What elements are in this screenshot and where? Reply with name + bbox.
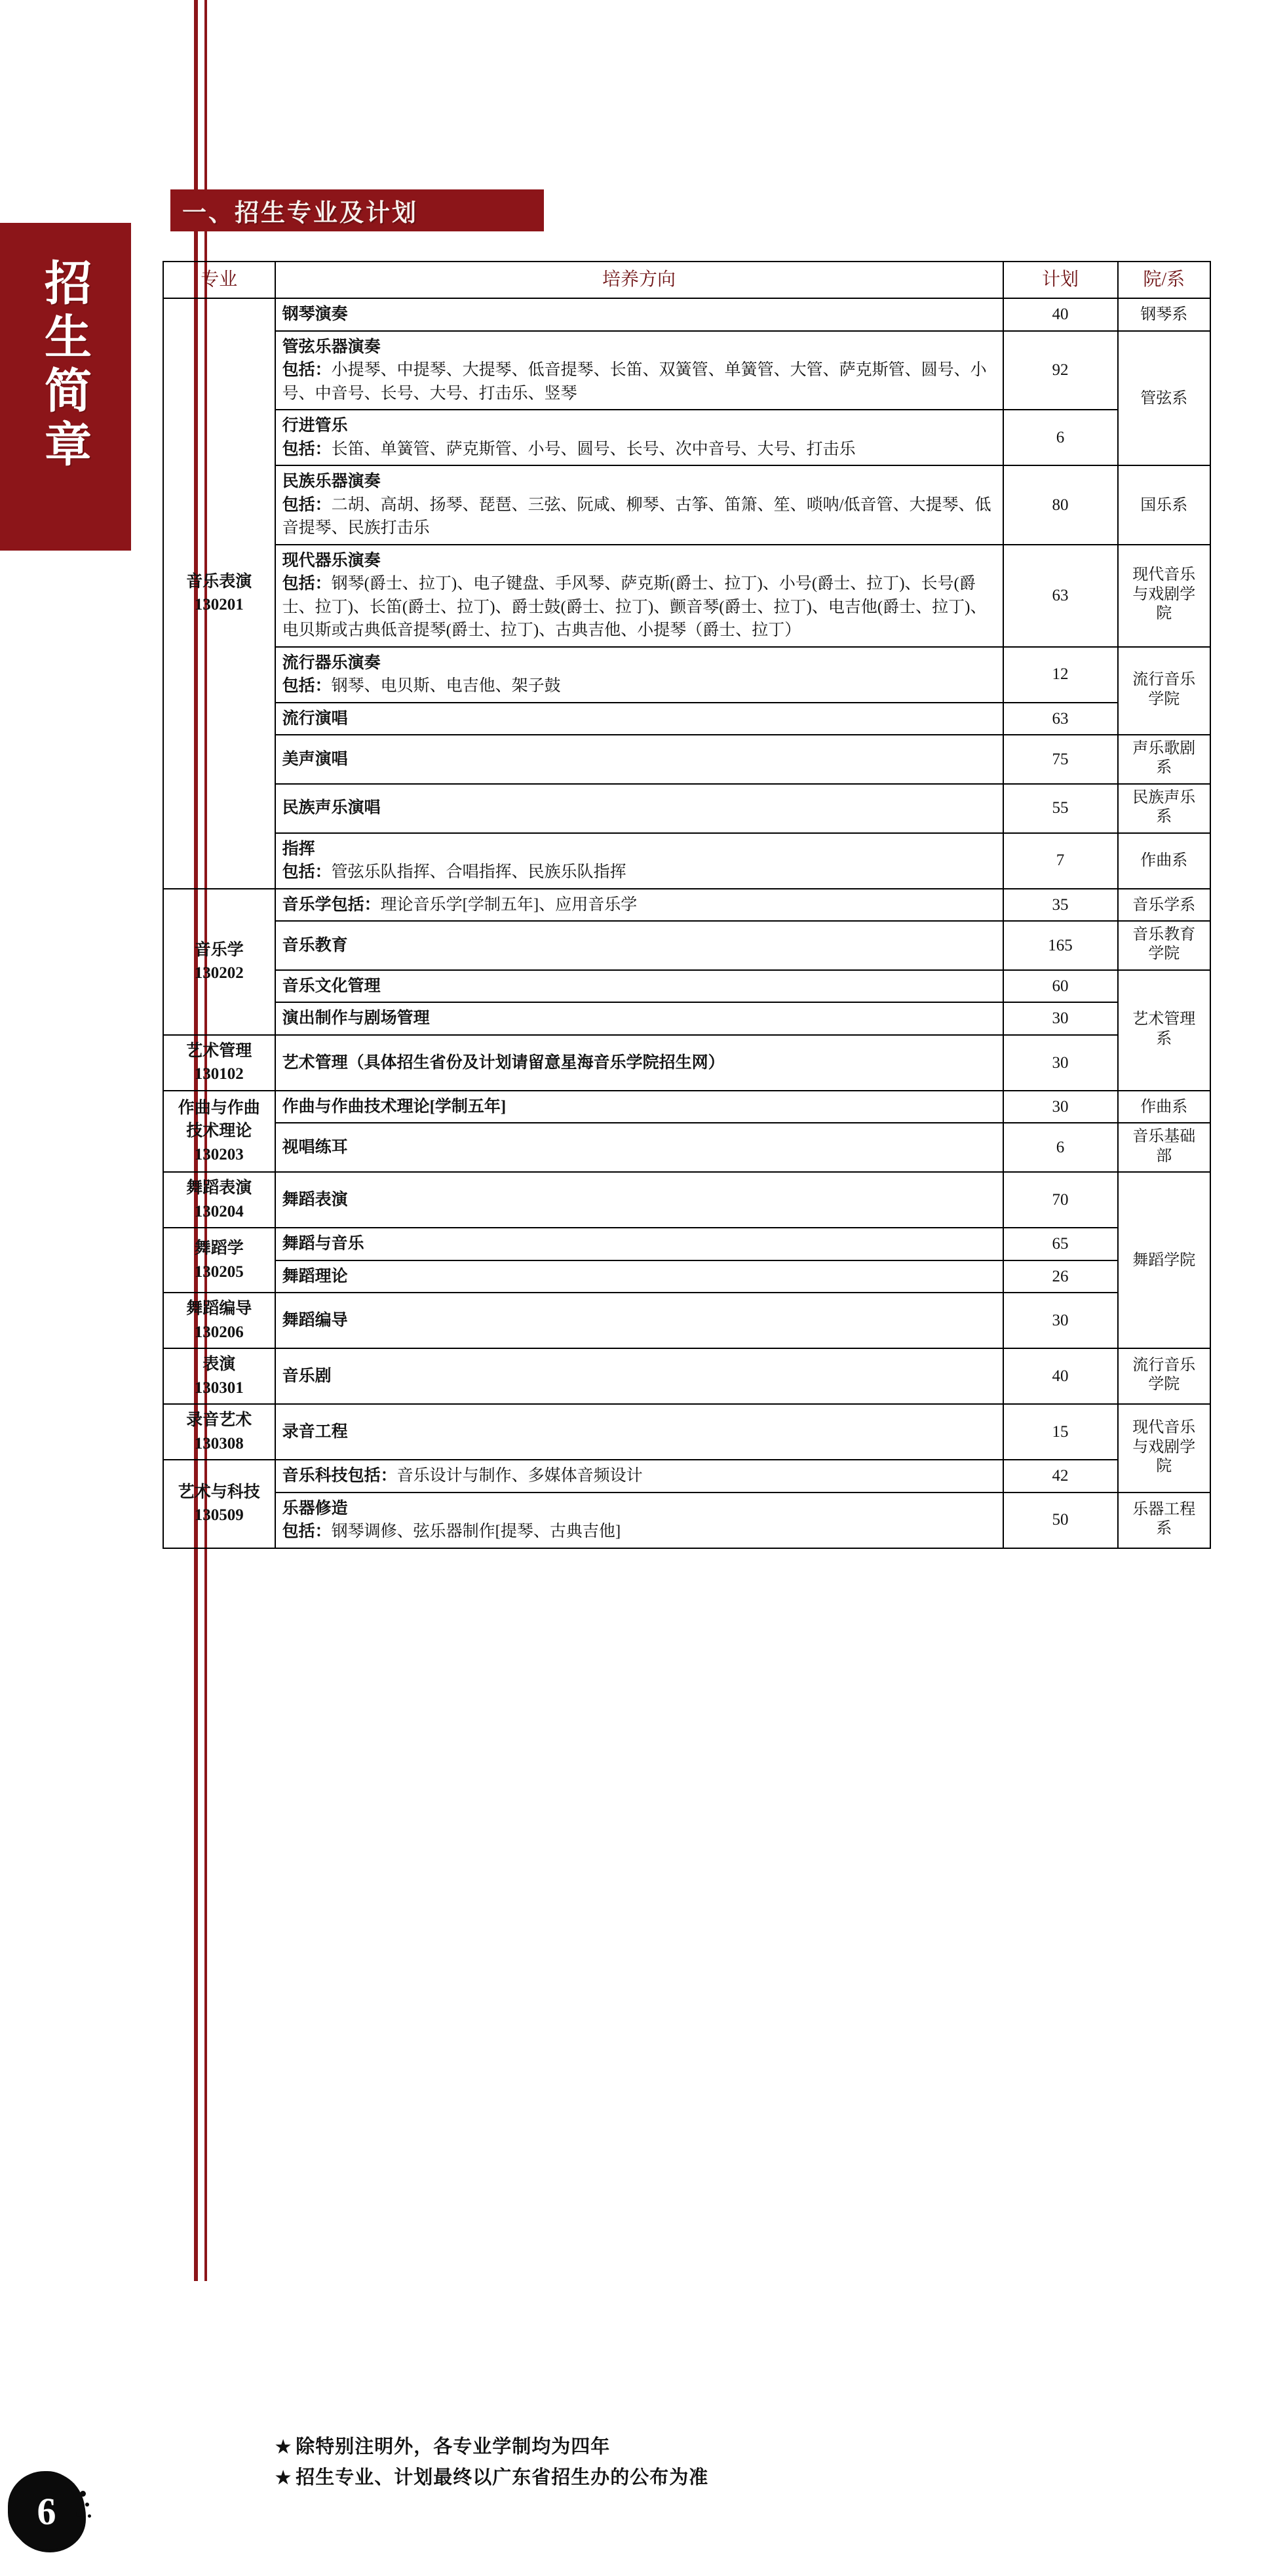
side-tab-label: 招生简章 (37, 258, 92, 473)
direction-body-text: 管弦乐队指挥、合唱指挥、民族乐队指挥 (331, 863, 626, 882)
direction-title: 视唱练耳 (282, 1138, 348, 1156)
direction-body-text: 二胡、高胡、扬琴、琵琶、三弦、阮咸、柳琴、古筝、笛箫、笙、唢呐/低音管、大提琴、低音提琴、民族打击乐 (282, 496, 991, 537)
direction-title: 管弦乐器演奏 (282, 338, 381, 356)
major-cell (163, 1404, 275, 1460)
table-row (163, 1172, 1210, 1228)
direction-title: 音乐教育 (282, 936, 348, 954)
section-heading-label: 一、招生专业及计划 (182, 198, 418, 227)
table-row (163, 298, 1210, 331)
table-row (163, 1460, 1210, 1493)
major-name: 音乐学 (194, 941, 244, 959)
plan-count-cell: 30 (1003, 1091, 1118, 1123)
direction-cell (275, 410, 1003, 465)
direction-title: 民族声乐演唱 (282, 799, 381, 817)
direction-cell (275, 833, 1003, 889)
major-cell (163, 1091, 275, 1172)
department-cell (1118, 545, 1210, 647)
table-row (163, 545, 1210, 647)
direction-body-label: 包括： (282, 677, 332, 695)
direction-cell (275, 921, 1003, 970)
direction-cell (275, 735, 1003, 784)
direction-cell (275, 1002, 1003, 1035)
direction-cell (275, 298, 1003, 331)
direction-cell (275, 1293, 1003, 1348)
direction-body (282, 494, 996, 540)
department-label: 国乐系 (1140, 496, 1188, 514)
direction-cell (275, 1172, 1003, 1228)
department-label: 音乐基础部 (1132, 1128, 1196, 1165)
table-row (163, 1091, 1210, 1123)
major-name: 舞蹈学 (194, 1239, 244, 1258)
major-name: 艺术管理 (186, 1042, 252, 1060)
direction-title: 演出制作与剧场管理 (282, 1009, 430, 1028)
direction-cell (275, 970, 1003, 1003)
direction-cell (275, 1493, 1003, 1548)
major-code: 130201 (194, 596, 244, 614)
direction-body (282, 572, 996, 642)
department-cell (1118, 1348, 1210, 1404)
department-label: 音乐教育学院 (1132, 926, 1196, 963)
table-row (163, 465, 1210, 545)
table-row (163, 1260, 1210, 1293)
plan-count-cell: 30 (1003, 1035, 1118, 1091)
department-label: 作曲系 (1140, 1098, 1188, 1116)
direction-body-label: 包括： (282, 575, 332, 593)
direction-body-text: 钢琴调修、弦乐器制作[提琴、古典吉他] (331, 1523, 621, 1541)
department-label: 管弦系 (1140, 389, 1188, 407)
table-row (163, 735, 1210, 784)
direction-title: 舞蹈理论 (282, 1267, 348, 1285)
direction-cell (275, 331, 1003, 410)
table-row (163, 1348, 1210, 1404)
major-name: 艺术与科技 (178, 1483, 260, 1501)
direction-title: 艺术管理 (282, 1053, 348, 1072)
direction-body-label: 包括： (282, 361, 332, 379)
table-row (163, 889, 1210, 922)
department-cell (1118, 1091, 1210, 1123)
major-cell (163, 1172, 275, 1228)
department-label: 现代音乐与戏剧学院 (1132, 566, 1196, 623)
direction-title: 舞蹈与音乐 (282, 1235, 364, 1253)
direction-cell (275, 1228, 1003, 1260)
direction-title: 乐器修造 (282, 1499, 348, 1517)
direction-title: 指挥 (282, 840, 315, 858)
direction-title: 音乐剧 (282, 1367, 332, 1385)
department-cell (1118, 889, 1210, 922)
direction-cell (275, 1460, 1003, 1493)
major-cell (163, 1228, 275, 1293)
admissions-plan-table (163, 261, 1211, 1549)
footnote-text: 招生专业、计划最终以广东省招生办的公布为准 (296, 2467, 709, 2488)
plan-count-cell: 40 (1003, 298, 1118, 331)
direction-title: 音乐文化管理 (282, 977, 381, 995)
plan-count-cell: 15 (1003, 1404, 1118, 1460)
department-cell (1118, 970, 1210, 1091)
department-label: 舞蹈学院 (1132, 1251, 1196, 1269)
direction-title: 舞蹈表演 (282, 1190, 348, 1209)
direction-body-label: 包括： (282, 440, 332, 458)
major-code: 130509 (194, 1506, 244, 1525)
direction-title: 美声演唱 (282, 750, 348, 768)
column-header-plan: 计划 (1003, 262, 1118, 298)
plan-count-cell: 12 (1003, 647, 1118, 703)
footnotes (275, 2432, 1127, 2493)
department-cell (1118, 1493, 1210, 1548)
direction-cell (275, 1035, 1003, 1091)
department-cell (1118, 833, 1210, 889)
ink-speck (88, 2514, 91, 2518)
direction-body (282, 359, 996, 405)
direction-title: 作曲与作曲技术理论[学制五年] (282, 1097, 507, 1116)
major-code: 130308 (194, 1434, 244, 1453)
department-label: 音乐学系 (1132, 896, 1196, 914)
major-code: 130202 (194, 964, 244, 983)
direction-title: 民族乐器演奏 (282, 473, 381, 490)
department-label: 声乐歌剧系 (1132, 740, 1196, 777)
direction-title: 录音工程 (282, 1422, 348, 1441)
direction-body (282, 861, 996, 884)
department-label: 民族声乐系 (1132, 789, 1196, 826)
major-cell (163, 1293, 275, 1348)
department-cell (1118, 647, 1210, 735)
column-header-department: 院/系 (1118, 262, 1210, 298)
major-code: 130102 (194, 1065, 244, 1083)
plan-count-cell: 6 (1003, 410, 1118, 465)
plan-count-cell: 50 (1003, 1493, 1118, 1548)
department-cell (1118, 1404, 1210, 1493)
direction-cell (275, 647, 1003, 703)
plan-count-cell: 26 (1003, 1260, 1118, 1293)
department-cell (1118, 735, 1210, 784)
direction-cell (275, 1123, 1003, 1172)
table-row (163, 1123, 1210, 1172)
table-row (163, 1493, 1210, 1548)
direction-body (282, 438, 996, 461)
major-name: 表演 (202, 1356, 236, 1374)
major-code: 130301 (194, 1378, 244, 1397)
direction-title: 现代器乐演奏 (282, 551, 381, 570)
direction-cell (275, 1404, 1003, 1460)
star-icon: ★ (275, 2467, 292, 2488)
direction-cell (275, 1348, 1003, 1404)
plan-count-cell: 55 (1003, 784, 1118, 833)
department-label: 现代音乐与戏剧学院 (1132, 1419, 1196, 1475)
direction-body-text: 钢琴、电贝斯、电吉他、架子鼓 (331, 677, 561, 695)
plan-count-cell: 65 (1003, 1228, 1118, 1260)
star-icon: ★ (275, 2437, 292, 2457)
major-cell (163, 889, 275, 1035)
major-name: 作曲与作曲技术理论 (178, 1099, 260, 1141)
table-row (163, 1293, 1210, 1348)
major-cell (163, 298, 275, 889)
direction-body (282, 674, 996, 698)
table-row (163, 833, 1210, 889)
direction-title: 舞蹈编导 (282, 1311, 348, 1329)
column-header-direction: 培养方向 (275, 262, 1003, 298)
department-cell (1118, 784, 1210, 833)
department-label: 流行音乐学院 (1132, 1357, 1196, 1394)
footnote-text: 除特别注明外，各专业学制均为四年 (296, 2436, 611, 2457)
plan-count-cell: 40 (1003, 1348, 1118, 1404)
major-cell (163, 1348, 275, 1404)
direction-cell (275, 784, 1003, 833)
table-header-row (163, 262, 1210, 298)
direction-title: 音乐科技包括： (282, 1467, 397, 1485)
department-label: 乐器工程系 (1132, 1500, 1196, 1537)
major-name: 音乐表演 (186, 572, 252, 591)
department-label: 艺术管理系 (1132, 1011, 1196, 1047)
side-tab-brochure-title (0, 223, 131, 551)
page-number-label: 6 (37, 2489, 56, 2533)
plan-count-cell: 165 (1003, 921, 1118, 970)
table-row (163, 647, 1210, 703)
plan-count-cell: 63 (1003, 703, 1118, 735)
direction-cell (275, 465, 1003, 545)
department-label: 流行音乐学院 (1132, 671, 1196, 708)
ink-speck (85, 2503, 89, 2507)
direction-title: 流行演唱 (282, 709, 348, 728)
plan-count-cell: 35 (1003, 889, 1118, 922)
direction-body-label: 包括： (282, 496, 332, 514)
major-code: 130205 (194, 1262, 244, 1281)
direction-body-text: 小提琴、中提琴、大提琴、低音提琴、长笛、双簧管、单簧管、大管、萨克斯管、圆号、小号、中音号、长号、大号、打击乐、竖琴 (282, 361, 987, 402)
table-row (163, 1035, 1210, 1091)
plan-count-cell: 6 (1003, 1123, 1118, 1172)
table-row (163, 1404, 1210, 1460)
table-row (163, 784, 1210, 833)
direction-body-text: 钢琴(爵士、拉丁)、电子键盘、手风琴、萨克斯(爵士、拉丁)、小号(爵士、拉丁)、长号(爵士、拉丁)、长笛(爵士、拉丁)、爵士鼓(爵士、拉丁)、颤音琴(爵士、拉丁)、电吉他(爵士、拉丁)、电贝斯或古典低音提琴(爵士、拉丁)、古典吉他、小提琴（爵士、拉丁） (282, 575, 987, 639)
direction-cell (275, 703, 1003, 735)
direction-body-text: 长笛、单簧管、萨克斯管、小号、圆号、长号、次中音号、大号、打击乐 (331, 440, 856, 458)
table-row (163, 970, 1210, 1003)
department-cell (1118, 331, 1210, 466)
direction-cell (275, 1260, 1003, 1293)
direction-title: 钢琴演奏 (282, 305, 348, 323)
direction-cell (275, 1091, 1003, 1123)
major-cell (163, 1035, 275, 1091)
footnote-line (275, 2463, 1127, 2493)
plan-count-cell: 70 (1003, 1172, 1118, 1228)
table-row (163, 921, 1210, 970)
direction-cell (275, 889, 1003, 922)
page-number-badge (8, 2472, 94, 2559)
department-cell (1118, 465, 1210, 545)
major-name: 舞蹈编导 (186, 1300, 252, 1318)
major-code: 130206 (194, 1323, 244, 1341)
major-code: 130204 (194, 1202, 244, 1220)
direction-body-label: 包括： (282, 1523, 332, 1541)
direction-tail: 理论音乐学[学制五年]、应用音乐学 (380, 895, 638, 914)
plan-count-cell: 80 (1003, 465, 1118, 545)
admissions-plan-table-wrapper (163, 261, 1211, 1549)
direction-tail: 音乐设计与制作、多媒体音频设计 (396, 1467, 643, 1485)
plan-count-cell: 30 (1003, 1002, 1118, 1035)
major-code: 130203 (194, 1145, 244, 1163)
table-row (163, 703, 1210, 735)
major-name: 录音艺术 (186, 1411, 252, 1430)
department-label: 作曲系 (1140, 852, 1188, 870)
major-cell (163, 1460, 275, 1548)
direction-title: 音乐学包括： (282, 895, 381, 914)
direction-cell (275, 545, 1003, 647)
direction-body-label: 包括： (282, 863, 332, 882)
table-row (163, 1228, 1210, 1260)
department-cell (1118, 1172, 1210, 1348)
plan-count-cell: 92 (1003, 331, 1118, 410)
direction-note: （具体招生省份及计划请留意星海音乐学院招生网） (347, 1053, 725, 1072)
plan-count-cell: 75 (1003, 735, 1118, 784)
plan-count-cell: 42 (1003, 1460, 1118, 1493)
direction-title: 行进管乐 (282, 417, 348, 435)
department-cell (1118, 1123, 1210, 1172)
section-heading-banner (170, 189, 544, 231)
footnote-line (275, 2432, 1127, 2463)
department-label: 钢琴系 (1140, 306, 1188, 323)
direction-body (282, 1520, 996, 1544)
department-cell (1118, 921, 1210, 970)
column-header-major: 专业 (163, 262, 275, 298)
plan-count-cell: 63 (1003, 545, 1118, 647)
direction-title: 流行器乐演奏 (282, 654, 381, 672)
major-name: 舞蹈表演 (186, 1179, 252, 1198)
table-row (163, 331, 1210, 410)
plan-count-cell: 7 (1003, 833, 1118, 889)
plan-count-cell: 60 (1003, 970, 1118, 1003)
department-cell (1118, 298, 1210, 331)
table-row (163, 410, 1210, 465)
plan-count-cell: 30 (1003, 1293, 1118, 1348)
table-row (163, 1002, 1210, 1035)
